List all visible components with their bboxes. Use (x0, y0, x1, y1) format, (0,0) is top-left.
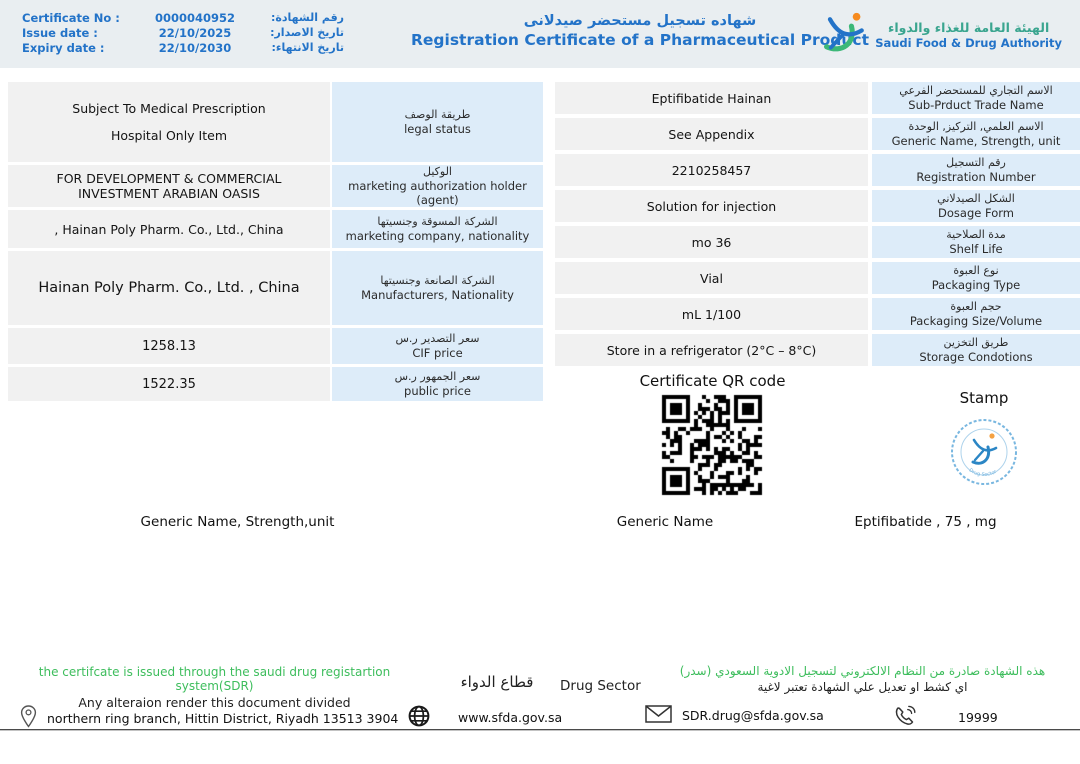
dosage-form-label: الشكل الصيدلاني Dosage Form (872, 190, 1080, 222)
appendix-column-generic-name: Generic Name (616, 514, 714, 530)
trade-name-label: الاسم التجاري للمستحضر الفرعي Sub-Prduct Trade Name (872, 82, 1080, 114)
sfda-name-arabic: الهيئة العامة للغذاء والدواء (887, 20, 1050, 35)
sfda-logo (816, 9, 1062, 61)
trade-name-value: Eptifibatide Hainan (555, 82, 868, 114)
agent-label: الوكيل marketing authorization holder (agent) (332, 165, 543, 207)
bottom-divider (0, 729, 1080, 731)
dosage-form-value: Solution for injection (555, 190, 868, 222)
legal-status-label: طريقة الوصف legal status (332, 82, 543, 162)
footer-note-ar-green: هذه الشهادة صادرة من النظام الالكتروني لتسجيل الادوية السعودي (سدر) (679, 664, 1046, 678)
packaging-type-label: نوع العبوة Packaging Type (872, 262, 1080, 294)
footer-address-item (20, 705, 398, 731)
public-price-value: 1522.35 (8, 367, 330, 401)
expiry-date-label-ar: تاريخ الانتهاء: (271, 41, 344, 54)
issue-date-value: 22/10/2025 (158, 26, 232, 40)
footer-note-english (12, 665, 417, 710)
packaging-type-value: Vial (555, 262, 868, 294)
storage-conditions-value: Store in a refrigerator (2°C – 8°C) (555, 334, 868, 366)
generic-name-value: See Appendix (555, 118, 868, 150)
table-row-public-price (8, 367, 543, 401)
footer-note-en-black: Any alteraion render this document divided (78, 695, 351, 710)
page-title-arabic: شهاده تسجيل مستحضر صيدلانى (523, 13, 757, 29)
sfda-figure-icon (816, 9, 868, 61)
appendix-header-generic: Generic Name, Strength,unit (140, 514, 335, 530)
marketing-company-label: الشركة المسوقة وجنسيتها marketing company, nationality (332, 210, 543, 248)
table-row-packaging-size (555, 298, 1080, 330)
cif-price-value: 1258.13 (8, 328, 330, 364)
location-pin-icon (20, 705, 37, 731)
footer-email[interactable]: SDR.drug@sfda.gov.sa (682, 708, 824, 723)
page-title (411, 13, 869, 49)
agent-value: FOR DEVELOPMENT & COMMERCIAL INVESTMENT ARABIAN OASIS (8, 165, 330, 207)
table-row-trade-name (555, 82, 1080, 114)
left-field-table (8, 82, 543, 404)
table-row-agent (8, 165, 543, 207)
envelope-icon (645, 705, 672, 726)
footer-phone-item (893, 705, 998, 730)
generic-name-label: الاسم العلمي, التركيز, الوحدة Generic Name, Strength, unit (872, 118, 1080, 150)
footer-note-arabic (655, 664, 1070, 694)
expiry-date-label: Expiry date : (22, 41, 105, 55)
legal-status-line1: Subject To Medical Prescription (72, 100, 266, 116)
stamp-seal (948, 416, 1020, 492)
table-row-cif-price (8, 328, 543, 364)
svg-text:Drug Sector (968, 467, 999, 478)
sfda-name-english: Saudi Food & Drug Authority (875, 36, 1062, 50)
expiry-date-value: 22/10/2030 (158, 41, 232, 55)
storage-conditions-label: طريق التخزين Storage Condotions (872, 334, 1080, 366)
footer-note-ar-black: اي كشط او تعديل علي الشهادة تعتبر لاغية (757, 680, 968, 694)
drug-sector-english: Drug Sector (560, 678, 641, 694)
sfda-logo-text (875, 20, 1062, 50)
legal-status-line2: Hospital Only Item (110, 128, 228, 143)
packaging-size-value: mL 1/100 (555, 298, 868, 330)
footer-website-item (408, 705, 562, 730)
registration-number-value: 2210258457 (555, 154, 868, 186)
table-row-manufacturer (8, 251, 543, 325)
table-row-shelf-life (555, 226, 1080, 258)
packaging-size-label: حجم العبوة Packaging Size/Volume (872, 298, 1080, 330)
table-row-registration-number (555, 154, 1080, 186)
qr-code-title: Certificate QR code (639, 372, 786, 390)
issue-date-label-ar: تاريخ الاصدار: (270, 26, 344, 39)
footer-website[interactable]: www.sfda.gov.sa (458, 710, 563, 725)
table-row-generic-name (555, 118, 1080, 150)
footer-address: northern ring branch, Hittin District, Riyadh 13513 3904 (47, 710, 399, 726)
drug-sector-arabic: قطاع الدواء (460, 673, 534, 691)
table-row-storage-conditions (555, 334, 1080, 366)
public-price-label: سعر الجمهور ر.س public price (332, 367, 543, 401)
registration-number-label: رقم التسجيل Registration Number (872, 154, 1080, 186)
shelf-life-label: مدة الصلاحية Shelf Life (872, 226, 1080, 258)
footer-note-en-green: the certifcate is issued through the saudi drug registartion system(SDR) (38, 665, 391, 693)
issue-date-label: Issue date : (22, 26, 98, 40)
certificate-meta (22, 11, 344, 55)
stamp-label: Stamp (959, 389, 1009, 407)
page-title-english: Registration Certificate of a Pharmaceutical Product (410, 31, 870, 49)
table-row-marketing-company (8, 210, 543, 248)
manufacturer-value: Hainan Poly Pharm. Co., Ltd. , China (8, 251, 330, 325)
certificate-no-label-ar: رقم الشهادة: (270, 11, 344, 24)
table-row-legal-status (8, 82, 543, 162)
cif-price-label: سعر التصدير ر.س CIF price (332, 328, 543, 364)
footer-phone: 19999 (958, 710, 998, 725)
phone-icon (893, 705, 916, 730)
table-row-packaging-type (555, 262, 1080, 294)
qr-code (661, 394, 763, 496)
globe-icon (408, 705, 430, 730)
footer-email-item (645, 705, 824, 726)
shelf-life-value: mo 36 (555, 226, 868, 258)
certificate-no-label: Certificate No : (22, 11, 120, 25)
certificate-no-value: 0000040952 (154, 11, 236, 25)
header-bar (0, 0, 1080, 68)
marketing-company-value: , Hainan Poly Pharm. Co., Ltd., China (8, 210, 330, 248)
table-row-dosage-form (555, 190, 1080, 222)
right-field-table (555, 82, 1080, 370)
stamp-ring-text: Drug Sector (967, 467, 998, 479)
manufacturer-label: الشركة الصانعة وجنسيتها Manufacturers, Nationality (332, 251, 543, 325)
legal-status-value (8, 82, 330, 162)
appendix-value-eptifibatide: Eptifibatide , 75 , mg (854, 514, 997, 530)
